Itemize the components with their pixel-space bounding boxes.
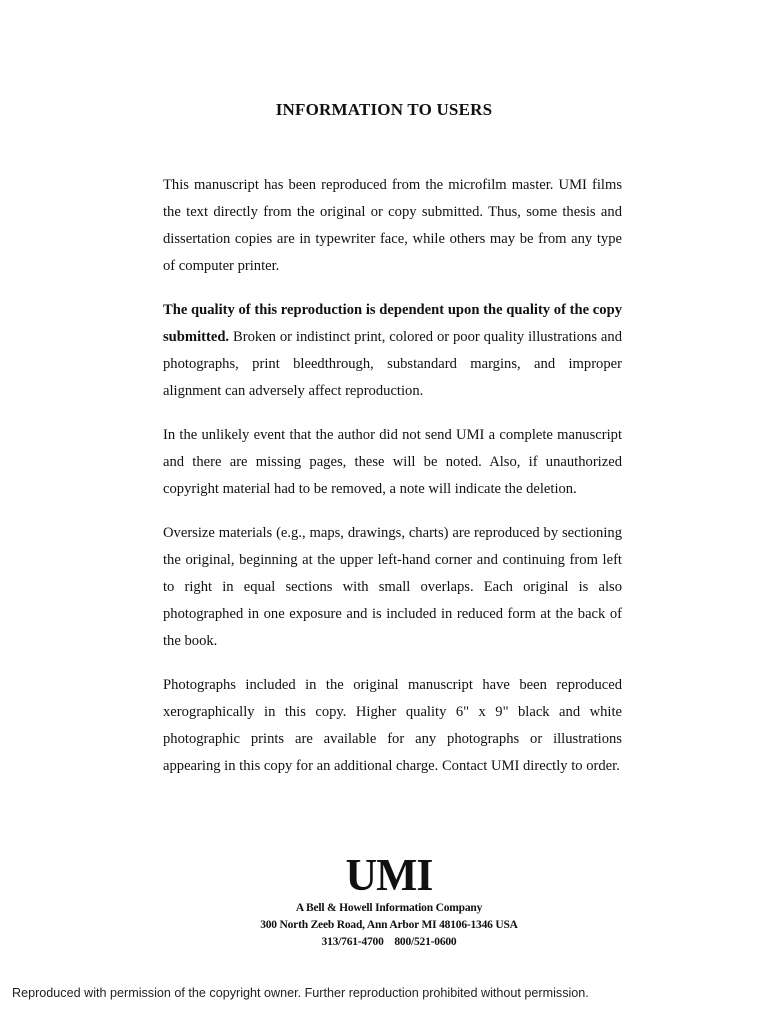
paragraph-missing-pages [163,422,622,503]
paragraph-text: Broken or indistinct print, colored or poor quality illustrations and photographs, print bleedthrough, substandard margins, and improper alignment can adversely affect reproduction. [163,329,622,399]
paragraph-text: This manuscript has been reproduced from the microfilm master. UMI films the text directly from the original or copy submitted. Thus, some thesis and dissertation copies are in typewriter face, while others may be from any type of computer printer. [163,177,622,274]
paragraph-quality [163,297,622,405]
paragraph-bold-lead: The quality of this reproduction is dependent upon the quality of the copy submitted. [163,302,622,345]
paragraph-text: Oversize materials (e.g., maps, drawings, charts) are reproduced by sectioning the original, beginning at the upper left-hand corner and continuing from left to right in equal sections with small overlaps. Each original is also photographed in one exposure and is included in reduced form at the back of the book. [163,525,622,649]
paragraph-text: In the unlikely event that the author did not send UMI a complete manuscript and there are missing pages, these will be noted. Also, if unauthorized copyright material had to be removed, a note will indicate the deletion. [163,427,622,497]
paragraph-oversize [163,520,622,655]
paragraph-reproduction [163,172,622,280]
publisher-block [0,850,768,951]
paragraph-photographs [163,672,622,780]
publisher-company: A Bell & Howell Information Company [295,902,483,914]
copyright-footer: Reproduced with permission of the copyright owner. Further reproduction prohibited without permission. [12,986,589,1000]
body-text [163,172,622,797]
umi-logo: UMI [345,849,433,900]
paragraph-text: Photographs included in the original manuscript have been reproduced xerographically in this copy. Higher quality 6" x 9" black and white photographic prints are available for any photographs or illustrations appearing in this copy for an additional charge. Contact UMI directly to order. [163,677,622,774]
publisher-address: 300 North Zeeb Road, Ann Arbor MI 48106-1346 USA [260,919,518,931]
publisher-phones: 313/761-4700 800/521-0600 [321,936,457,948]
page-title: INFORMATION TO USERS [275,100,493,119]
